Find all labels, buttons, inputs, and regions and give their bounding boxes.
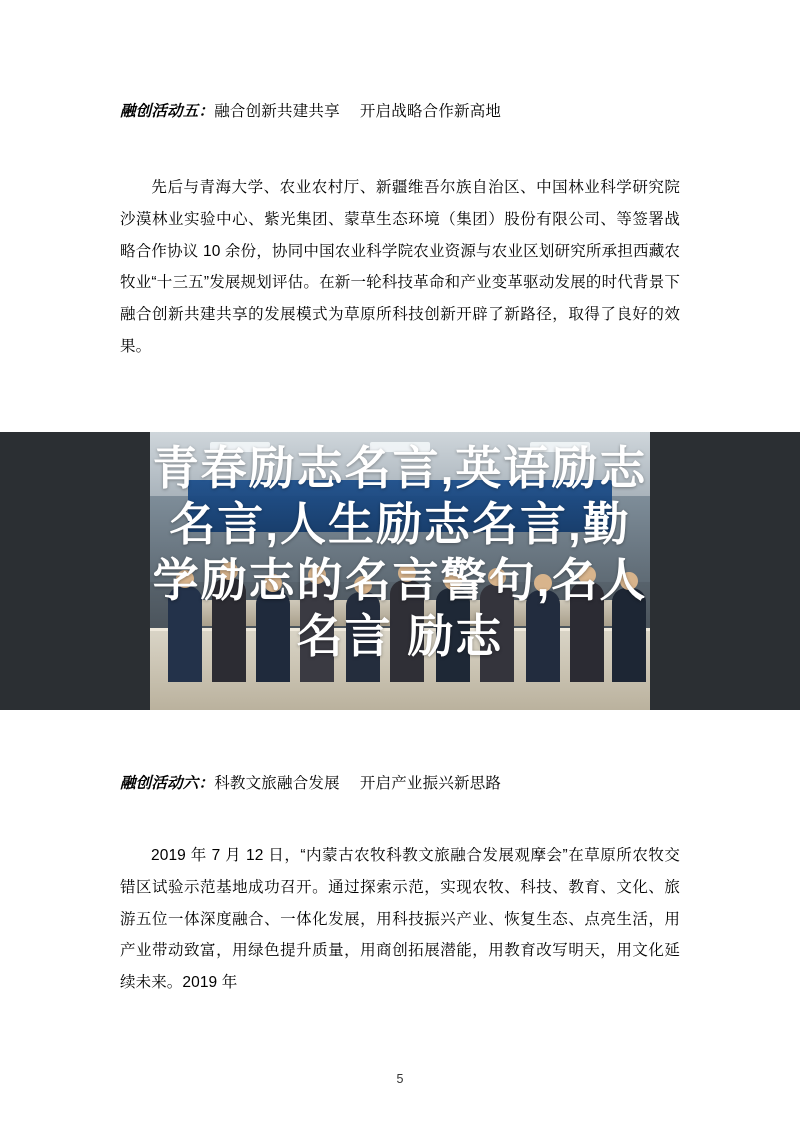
section-body-2: [120, 840, 680, 999]
photo-person: [168, 586, 202, 682]
overlay-line: 名言 励志: [296, 610, 504, 663]
section-lead-1: 融创活动五：: [120, 103, 215, 120]
section-body-1: [120, 172, 680, 363]
photo-person-head: [308, 566, 326, 584]
photo-person-head: [176, 570, 194, 588]
section-heading-line: [120, 100, 720, 123]
section-lead-2: 融创活动六：: [120, 775, 215, 792]
section-title-1: 融合创新共建共享: [214, 103, 340, 120]
photo-person: [390, 580, 424, 682]
photo-person-head: [620, 572, 638, 590]
photo-person-head: [444, 572, 462, 590]
photo-person: [436, 588, 470, 682]
section-title-2: 科教文旅融合发展: [214, 775, 340, 792]
section-subtitle-1: 开启战略合作新高地: [359, 103, 502, 120]
photo-person: [256, 590, 290, 682]
photo-banner: [188, 480, 612, 532]
section-heading-1: [120, 100, 720, 123]
photo-image: [150, 432, 650, 710]
overlay-line: 学励志的名言警句,名人: [152, 554, 648, 607]
photo-person: [346, 592, 380, 682]
section-heading-2: [120, 772, 720, 795]
section-subtitle-2: 开启产业振兴新思路: [359, 775, 502, 792]
photo-person-head: [534, 574, 552, 592]
photo-ceiling-light: [530, 442, 590, 452]
paragraph-content-2: 2019 年 7 月 12 日，“内蒙古农牧科教文旅融合发展观摩会”在草原所农牧交错区试验示范基地成功召开。通过探索示范，实现农牧、科技、教育、文化、旅游五位一体深度融合、一体化发展，用科技振兴产业、恢复生态、点亮生活，用产业带动致富，用绿色提升质量，用商创拓展潜能，用教育改写明天，用文化延续未来。2019 年: [120, 847, 680, 992]
photo-person-head: [264, 574, 282, 592]
photo-person: [526, 590, 560, 682]
photo-person-head: [488, 568, 506, 586]
section-heading-line: [120, 772, 720, 795]
photo-person-head: [398, 564, 416, 582]
paragraph-text: [120, 840, 680, 999]
photo-person: [570, 582, 604, 682]
photo-person-head: [354, 576, 372, 594]
paragraph-text: [120, 172, 680, 363]
photo-ceiling-light: [210, 442, 270, 452]
photo-person: [612, 588, 646, 682]
photo-person: [300, 582, 334, 682]
photo-person: [480, 584, 514, 682]
photo-ceiling-light: [370, 442, 430, 452]
photo-person: [212, 578, 246, 682]
overlay-line: 青春励志名言,英语励志: [152, 442, 648, 494]
overlay-line: 名言,人生励志名言,勤: [169, 498, 631, 551]
paragraph-content-1: 先后与青海大学、农业农村厅、新疆维吾尔族自治区、中国林业科学研究院沙漠林业实验中心、紫光集团、蒙草生态环境（集团）股份有限公司、等签署战略合作协议 10 余份，协同中国农业科学院农业资源与农业区划研究所承担西藏农牧业“十三五”发展规划评估。在新一轮科技革命和产业变革驱动发展的时代背景下融合创新共建共享的发展模式为草原所科技创新开辟了新路径，取得了良好的效果。: [120, 179, 680, 355]
photo-person-head: [578, 566, 596, 584]
figure-conference-photo: [0, 432, 800, 710]
page-number: 5: [396, 1072, 404, 1086]
photo-person-head: [220, 562, 238, 580]
